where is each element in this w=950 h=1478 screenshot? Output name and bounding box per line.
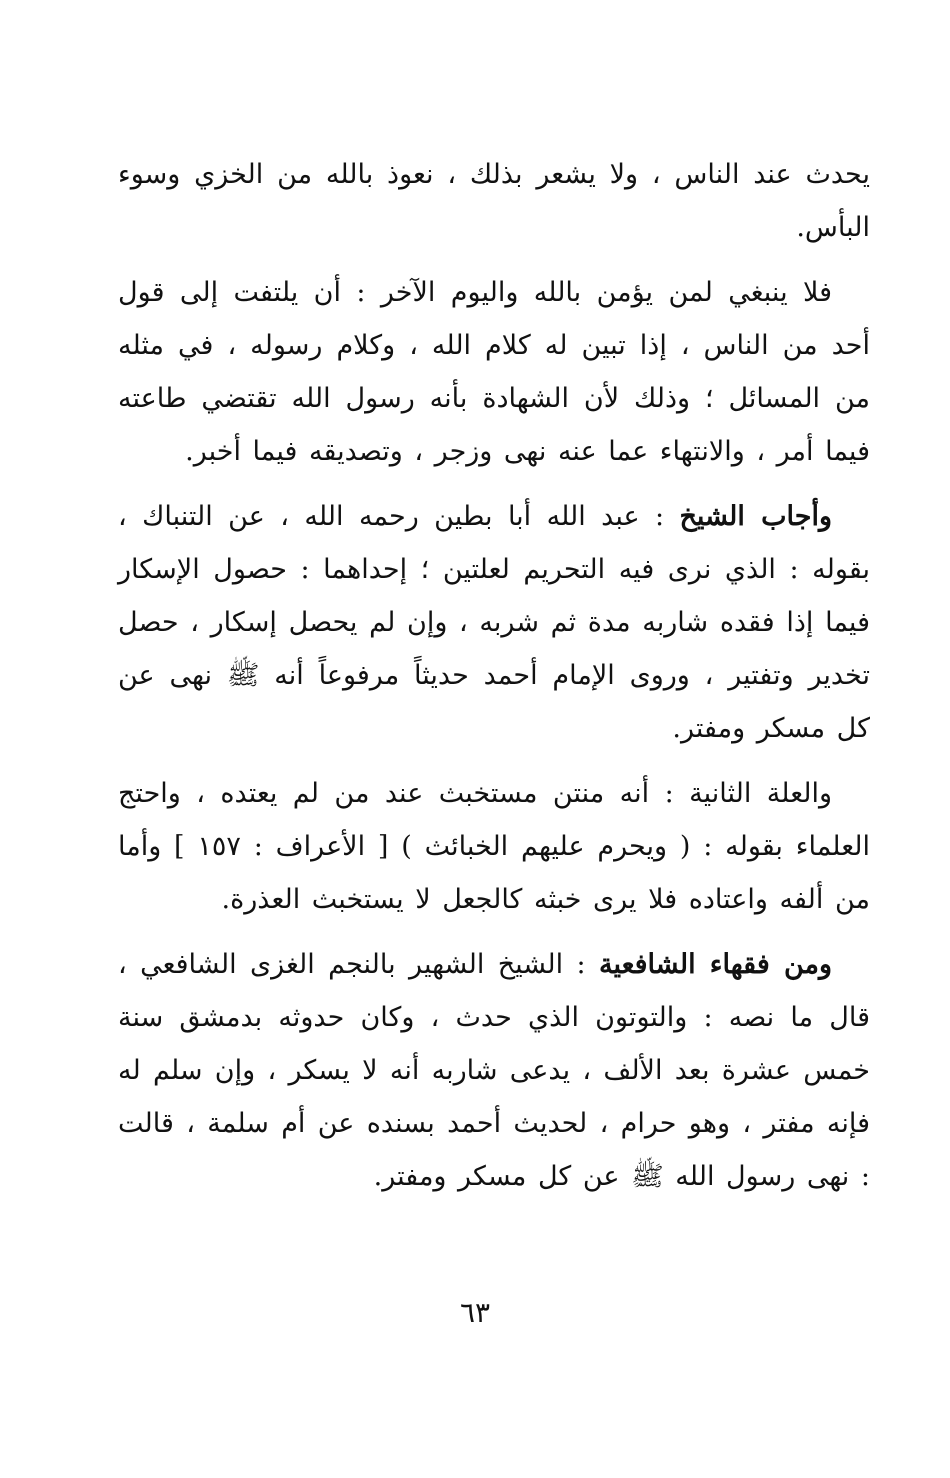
paragraph-1 [118, 148, 870, 254]
paragraph-3-lead: وأجاب الشيخ [679, 501, 832, 532]
paragraph-5-lead: ومن فقهاء الشافعية [599, 949, 832, 980]
paragraph-2 [118, 266, 870, 478]
paragraph-1-text: يحدث عند الناس ، ولا يشعر بذلك ، نعوذ بالله من الخزي وسوء البأس. [118, 159, 870, 243]
paragraph-4-text: والعلة الثانية : أنه منتن مستخبث عند من لم يعتده ، واحتج العلماء بقوله : ( ويحرم عليهم الخبائث ) [ الأعراف : ١٥٧ ] وأما من ألفه واعتاده فلا يرى خبثه كالجعل لا يستخبث العذرة. [118, 778, 870, 915]
paragraph-3-text: : عبد الله أبا بطين رحمه الله ، عن التنباك ، بقوله : الذي نرى فيه التحريم لعلتين ؛ إحداهما : حصول الإسكار فيما إذا فقده شاربه مدة ثم شربه ، وإن لم يحصل إسكار ، حصل تخدير وتفتير ، وروى الإمام أحمد حديثاً مرفوعاً أنه ﷺ نهى عن كل مسكر ومفتر. [118, 501, 870, 744]
paragraph-2-text: فلا ينبغي لمن يؤمن بالله واليوم الآخر : أن يلتفت إلى قول أحد من الناس ، إذا تبين له كلام الله ، وكلام رسوله ، في مثله من المسائل ؛ وذلك لأن الشهادة بأنه رسول الله تقتضي طاعته فيما أمر ، والانتهاء عما عنه نهى وزجر ، وتصديقه فيما أخبر. [118, 277, 870, 467]
paragraph-4 [118, 767, 870, 926]
page-number: ٦٣ [459, 1296, 491, 1329]
body-text [118, 148, 870, 1215]
paragraph-5-text: : الشيخ الشهير بالنجم الغزى الشافعي ، قال ما نصه : والتوتون الذي حدث ، وكان حدوثه بدمشق سنة خمس عشرة بعد الألف ، يدعى شاربه أنه لا يسكر ، وإن سلم له فإنه مفتر ، وهو حرام ، لحديث أحمد بسنده عن أم سلمة ، قالت : نهى رسول الله ﷺ عن كل مسكر ومفتر. [118, 949, 870, 1192]
paragraph-3 [118, 490, 870, 755]
paragraph-5 [118, 938, 870, 1203]
